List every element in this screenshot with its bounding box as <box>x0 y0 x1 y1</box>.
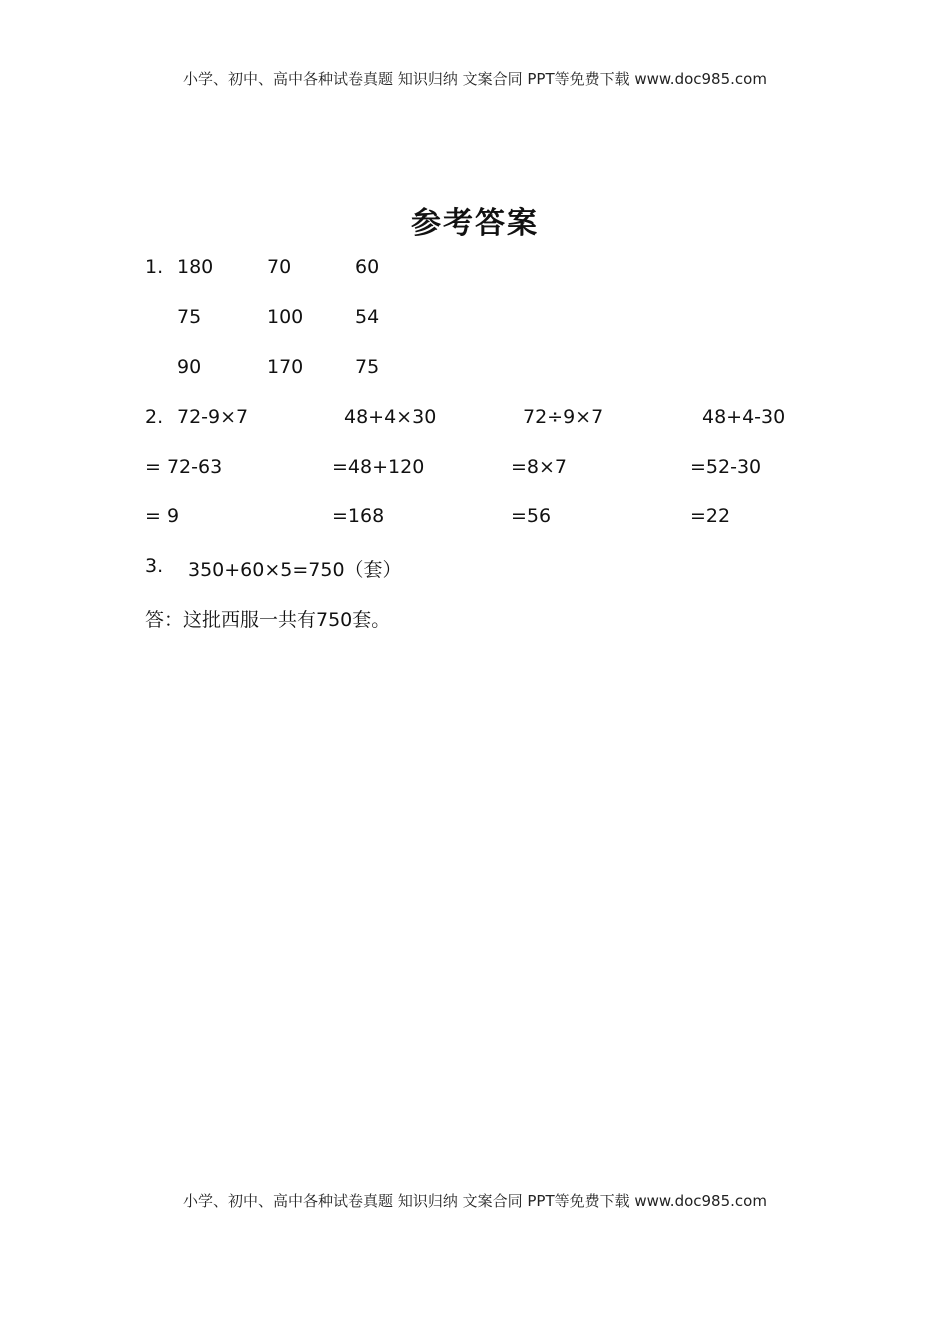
q2-r2-c4: =52-30 <box>690 456 762 478</box>
q1-r2-c3: 54 <box>355 306 380 328</box>
q1-r3-c3: 75 <box>355 356 380 378</box>
q1-r1-c1: 180 <box>177 256 214 278</box>
q2-r3-c4: =22 <box>690 505 731 527</box>
q1-r1-c3: 60 <box>355 256 380 278</box>
q1-row-1 <box>0 256 950 286</box>
q2-r1-c4: 48+4-30 <box>702 406 786 428</box>
q3-answer: 答：这批西服一共有750套。 <box>145 609 391 631</box>
q1-r1-c2: 70 <box>267 256 292 278</box>
q3-number: 3. <box>145 555 164 577</box>
q2-r2-c2: =48+120 <box>332 456 425 478</box>
q3-answer-row <box>0 605 950 635</box>
page-header: 小学、初中、高中各种试卷真题 知识归纳 文案合同 PPT等免费下载 www.doc985.com <box>183 70 767 88</box>
q1-r2-c2: 100 <box>267 306 304 328</box>
q1-row-3 <box>0 356 950 386</box>
q2-row-3 <box>0 505 950 535</box>
q3-expression: 350+60×5=750（套） <box>188 559 402 581</box>
q2-row-2 <box>0 456 950 486</box>
q2-r3-c1: = 9 <box>145 505 180 527</box>
q2-r2-c3: =8×7 <box>511 456 568 478</box>
q1-r3-c2: 170 <box>267 356 304 378</box>
q2-r3-c3: =56 <box>511 505 552 527</box>
page-title: 参考答案 <box>411 206 539 241</box>
q2-r1-c1: 72-9×7 <box>177 406 249 428</box>
q2-row-1 <box>0 406 950 436</box>
q2-r1-c3: 72÷9×7 <box>523 406 604 428</box>
q1-r2-c1: 75 <box>177 306 202 328</box>
page-footer: 小学、初中、高中各种试卷真题 知识归纳 文案合同 PPT等免费下载 www.doc985.com <box>183 1192 767 1210</box>
q1-row-2 <box>0 306 950 336</box>
q2-r2-c1: = 72-63 <box>145 456 223 478</box>
q2-r3-c2: =168 <box>332 505 385 527</box>
q3-row <box>0 555 950 585</box>
q1-number: 1. <box>145 256 164 278</box>
q2-r1-c2: 48+4×30 <box>344 406 437 428</box>
q2-number: 2. <box>145 406 164 428</box>
q1-r3-c1: 90 <box>177 356 202 378</box>
